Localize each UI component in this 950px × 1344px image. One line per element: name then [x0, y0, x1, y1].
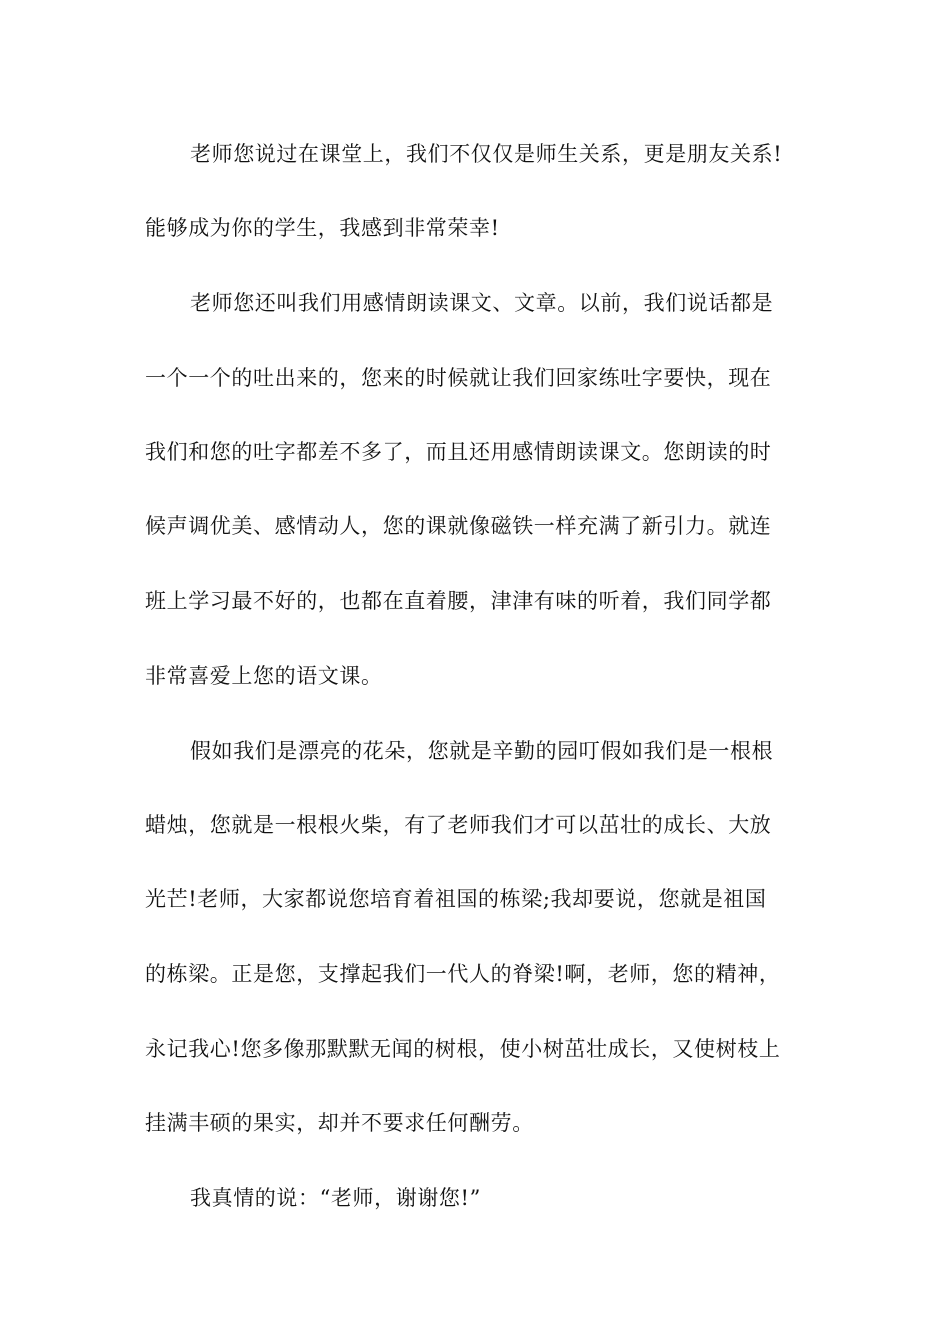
paragraph-3-line-3: 光芒!老师，大家都说您培育着祖国的栋梁;我却要说，您就是祖国 [145, 887, 767, 911]
paragraph-2-line-4: 候声调优美、感情动人，您的课就像磁铁一样充满了新引力。就连 [145, 514, 772, 538]
paragraph-2-line-5: 班上学习最不好的，也都在直着腰，津津有味的听着，我们同学都 [145, 589, 772, 613]
paragraph-3-line-5: 永记我心!您多像那默默无闻的树根，使小树茁壮成长，又使树枝上 [145, 1037, 781, 1061]
paragraph-1-line-2: 能够成为你的学生，我感到非常荣幸! [145, 216, 500, 240]
paragraph-4-line-1: 我真情的说：“老师，谢谢您!” [190, 1186, 481, 1210]
paragraph-2-line-3: 我们和您的吐字都差不多了，而且还用感情朗读课文。您朗读的时 [145, 440, 772, 464]
paragraph-3-line-4: 的栋梁。正是您，支撑起我们一代人的脊梁!啊，老师，您的精神， [145, 962, 781, 986]
paragraph-3-line-6: 挂满丰硕的果实，却并不要求任何酬劳。 [145, 1111, 534, 1135]
paragraph-2-line-1: 老师您还叫我们用感情朗读课文、文章。以前，我们说话都是 [190, 291, 774, 315]
paragraph-2-line-2: 一个一个的吐出来的，您来的时候就让我们回家练吐字要快，现在 [145, 366, 772, 390]
paragraph-3-line-2: 蜡烛，您就是一根根火柴，有了老师我们才可以茁壮的成长、大放 [145, 813, 772, 837]
paragraph-3-line-1: 假如我们是漂亮的花朵，您就是辛勤的园叮假如我们是一根根 [190, 739, 774, 763]
paragraph-1-line-1: 老师您说过在课堂上，我们不仅仅是师生关系，更是朋友关系! [190, 142, 783, 166]
paragraph-2-line-6: 非常喜爱上您的语文课。 [145, 664, 383, 688]
